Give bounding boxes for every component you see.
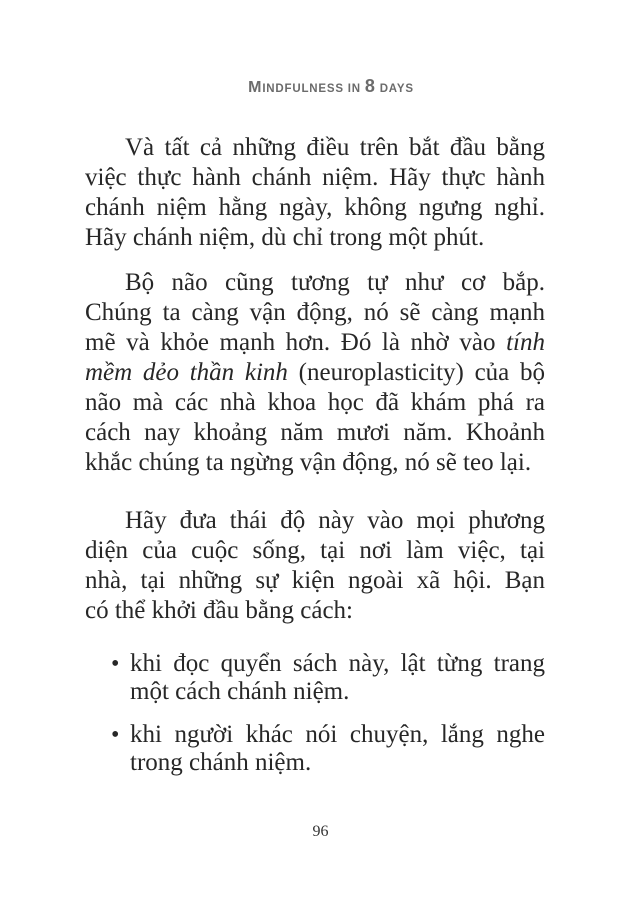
text-block	[85, 133, 545, 792]
running-header-segment: DAYS	[375, 83, 414, 95]
text-line	[130, 721, 545, 749]
text-line	[130, 650, 545, 678]
text-segment: Hãy chánh niệm, dù chỉ trong một phút.	[85, 224, 485, 251]
text-segment: có thể khởi đầu bằng cách:	[85, 597, 353, 624]
text-segment: mẽ và khỏe mạnh hơn. Đó là nhờ vào	[85, 329, 507, 356]
italic-text-segment: mềm dẻo thần kinh	[85, 359, 288, 386]
bullet-icon: •	[111, 651, 120, 677]
text-line	[85, 596, 545, 626]
text-segment: Và tất cả những điều trên bắt đầu bằng	[125, 134, 545, 161]
text-segment: (neuroplasticity) của bộ	[287, 359, 545, 386]
text-segment: Bộ não cũng tương tự như cơ bắp.	[125, 269, 545, 296]
text-line	[85, 163, 545, 193]
text-line	[130, 678, 545, 706]
text-segment: khắc chúng ta ngừng vận động, nó sẽ teo lại.	[85, 449, 532, 476]
running-header-segment: M	[248, 79, 263, 96]
bullet-icon: •	[111, 722, 120, 748]
text-line	[85, 223, 545, 253]
text-line	[85, 358, 545, 388]
bullet-item	[111, 721, 545, 777]
bullet-item	[111, 650, 545, 706]
text-line	[85, 133, 545, 163]
text-line	[85, 536, 545, 566]
text-line	[85, 268, 545, 298]
running-header	[0, 58, 641, 115]
text-line	[85, 418, 545, 448]
page-number: 96	[312, 823, 329, 840]
paragraph	[85, 133, 545, 253]
text-line	[85, 388, 545, 418]
text-line	[85, 328, 545, 358]
running-header-segment: INDFULNESS IN	[262, 83, 365, 95]
text-line	[85, 566, 545, 596]
text-segment: khi đọc quyển sách này, lật từng trang	[130, 650, 545, 677]
text-segment: trong chánh niệm.	[130, 749, 312, 776]
text-segment: một cách chánh niệm.	[130, 678, 350, 705]
paragraph	[85, 268, 545, 478]
text-line	[130, 749, 545, 777]
text-segment: Hãy đưa thái độ này vào mọi phương	[125, 507, 545, 534]
text-segment: nhà, tại những sự kiện ngoài xã hội. Bạn	[85, 567, 545, 594]
text-segment: cách nay khoảng năm mươi năm. Khoảnh	[85, 419, 545, 446]
running-header-segment: 8	[364, 76, 376, 96]
text-segment: khi người khác nói chuyện, lắng nghe	[130, 721, 545, 748]
paragraph	[85, 506, 545, 626]
text-segment: Chúng ta càng vận động, nó sẽ càng mạnh	[85, 299, 545, 326]
text-line	[85, 448, 545, 478]
text-segment: não mà các nhà khoa học đã khám phá ra	[85, 389, 545, 416]
text-line	[85, 193, 545, 223]
text-segment: diện của cuộc sống, tại nơi làm việc, tại	[85, 537, 545, 564]
text-line	[85, 506, 545, 536]
text-segment: chánh niệm hằng ngày, không ngưng nghỉ.	[85, 194, 545, 221]
text-line	[85, 298, 545, 328]
text-segment: việc thực hành chánh niệm. Hãy thực hành	[85, 164, 545, 191]
italic-text-segment: tính	[506, 329, 545, 356]
